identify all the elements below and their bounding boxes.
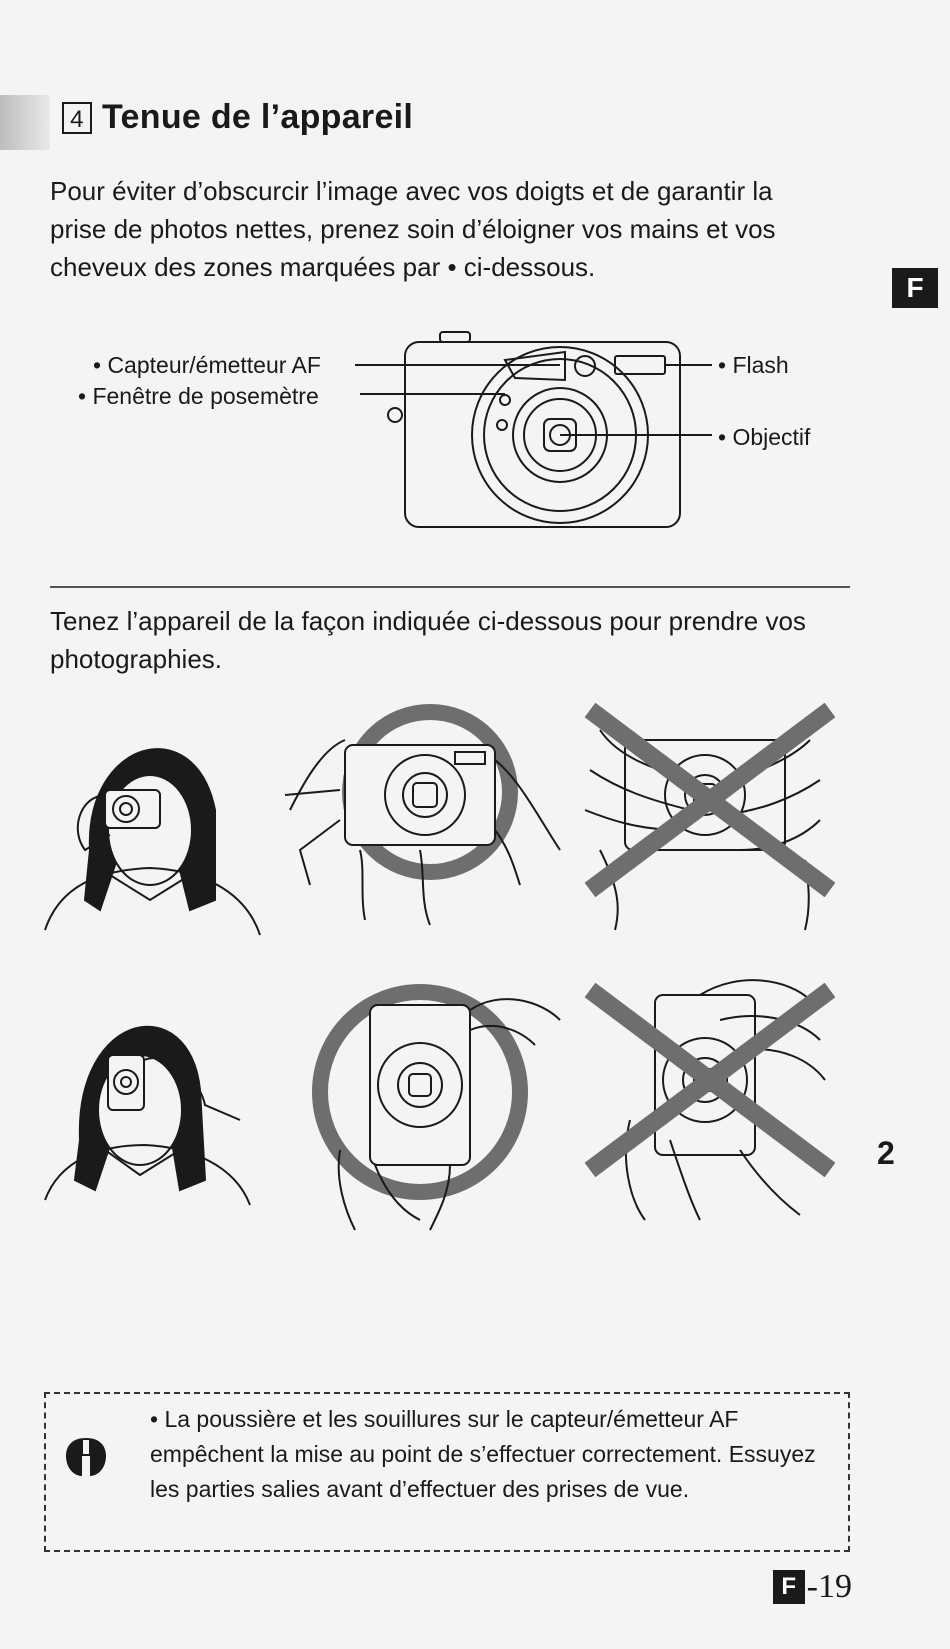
section-number: 4 (62, 102, 92, 134)
callout-meter-window: • Fenêtre de posemètre (78, 383, 319, 409)
person-horizontal-illustration (45, 749, 260, 935)
edge-marker (0, 95, 50, 150)
person-vertical-illustration (45, 1027, 250, 1205)
bad-grip-vertical-illustration (590, 980, 830, 1220)
caution-icon (64, 1432, 108, 1480)
section-divider (50, 586, 850, 588)
callout-af-sensor: • Capteur/émetteur AF (93, 352, 321, 378)
callout-lens: • Objectif (718, 424, 811, 450)
section-heading (62, 98, 413, 137)
page-number: -19 (806, 1568, 852, 1605)
good-grip-horizontal-illustration (285, 712, 560, 925)
callout-flash: • Flash (718, 352, 789, 378)
flash-window (615, 356, 665, 374)
bad-grip-horizontal-illustration (585, 710, 830, 930)
footer-language-tab: F (773, 1570, 805, 1604)
page-footer (773, 1568, 852, 1606)
chapter-number: 2 (877, 1135, 895, 1171)
meter-window (500, 395, 510, 405)
good-grip-vertical-illustration (320, 992, 560, 1230)
language-tab: F (892, 268, 938, 308)
holding-illustrations (0, 700, 950, 1260)
intro-paragraph: Pour éviter d’obscurcir l’image avec vos doigts et de garantir la prise de photos nettes, prenez soin d’éloigner vos mains et vos cheveux des zones marquées par • ci-dessous. (50, 176, 776, 282)
note-text: • La poussière et les souillures sur le capteur/émetteur AF empêchent la mise au point de s’effectuer correctement. Essuyez les parties salies avant d’effectuer des prises de vue. (150, 1406, 816, 1502)
holding-paragraph: Tenez l’appareil de la façon indiquée ci-dessous pour prendre vos photographies. (50, 606, 806, 674)
section-title: Tenue de l’appareil (102, 98, 414, 136)
